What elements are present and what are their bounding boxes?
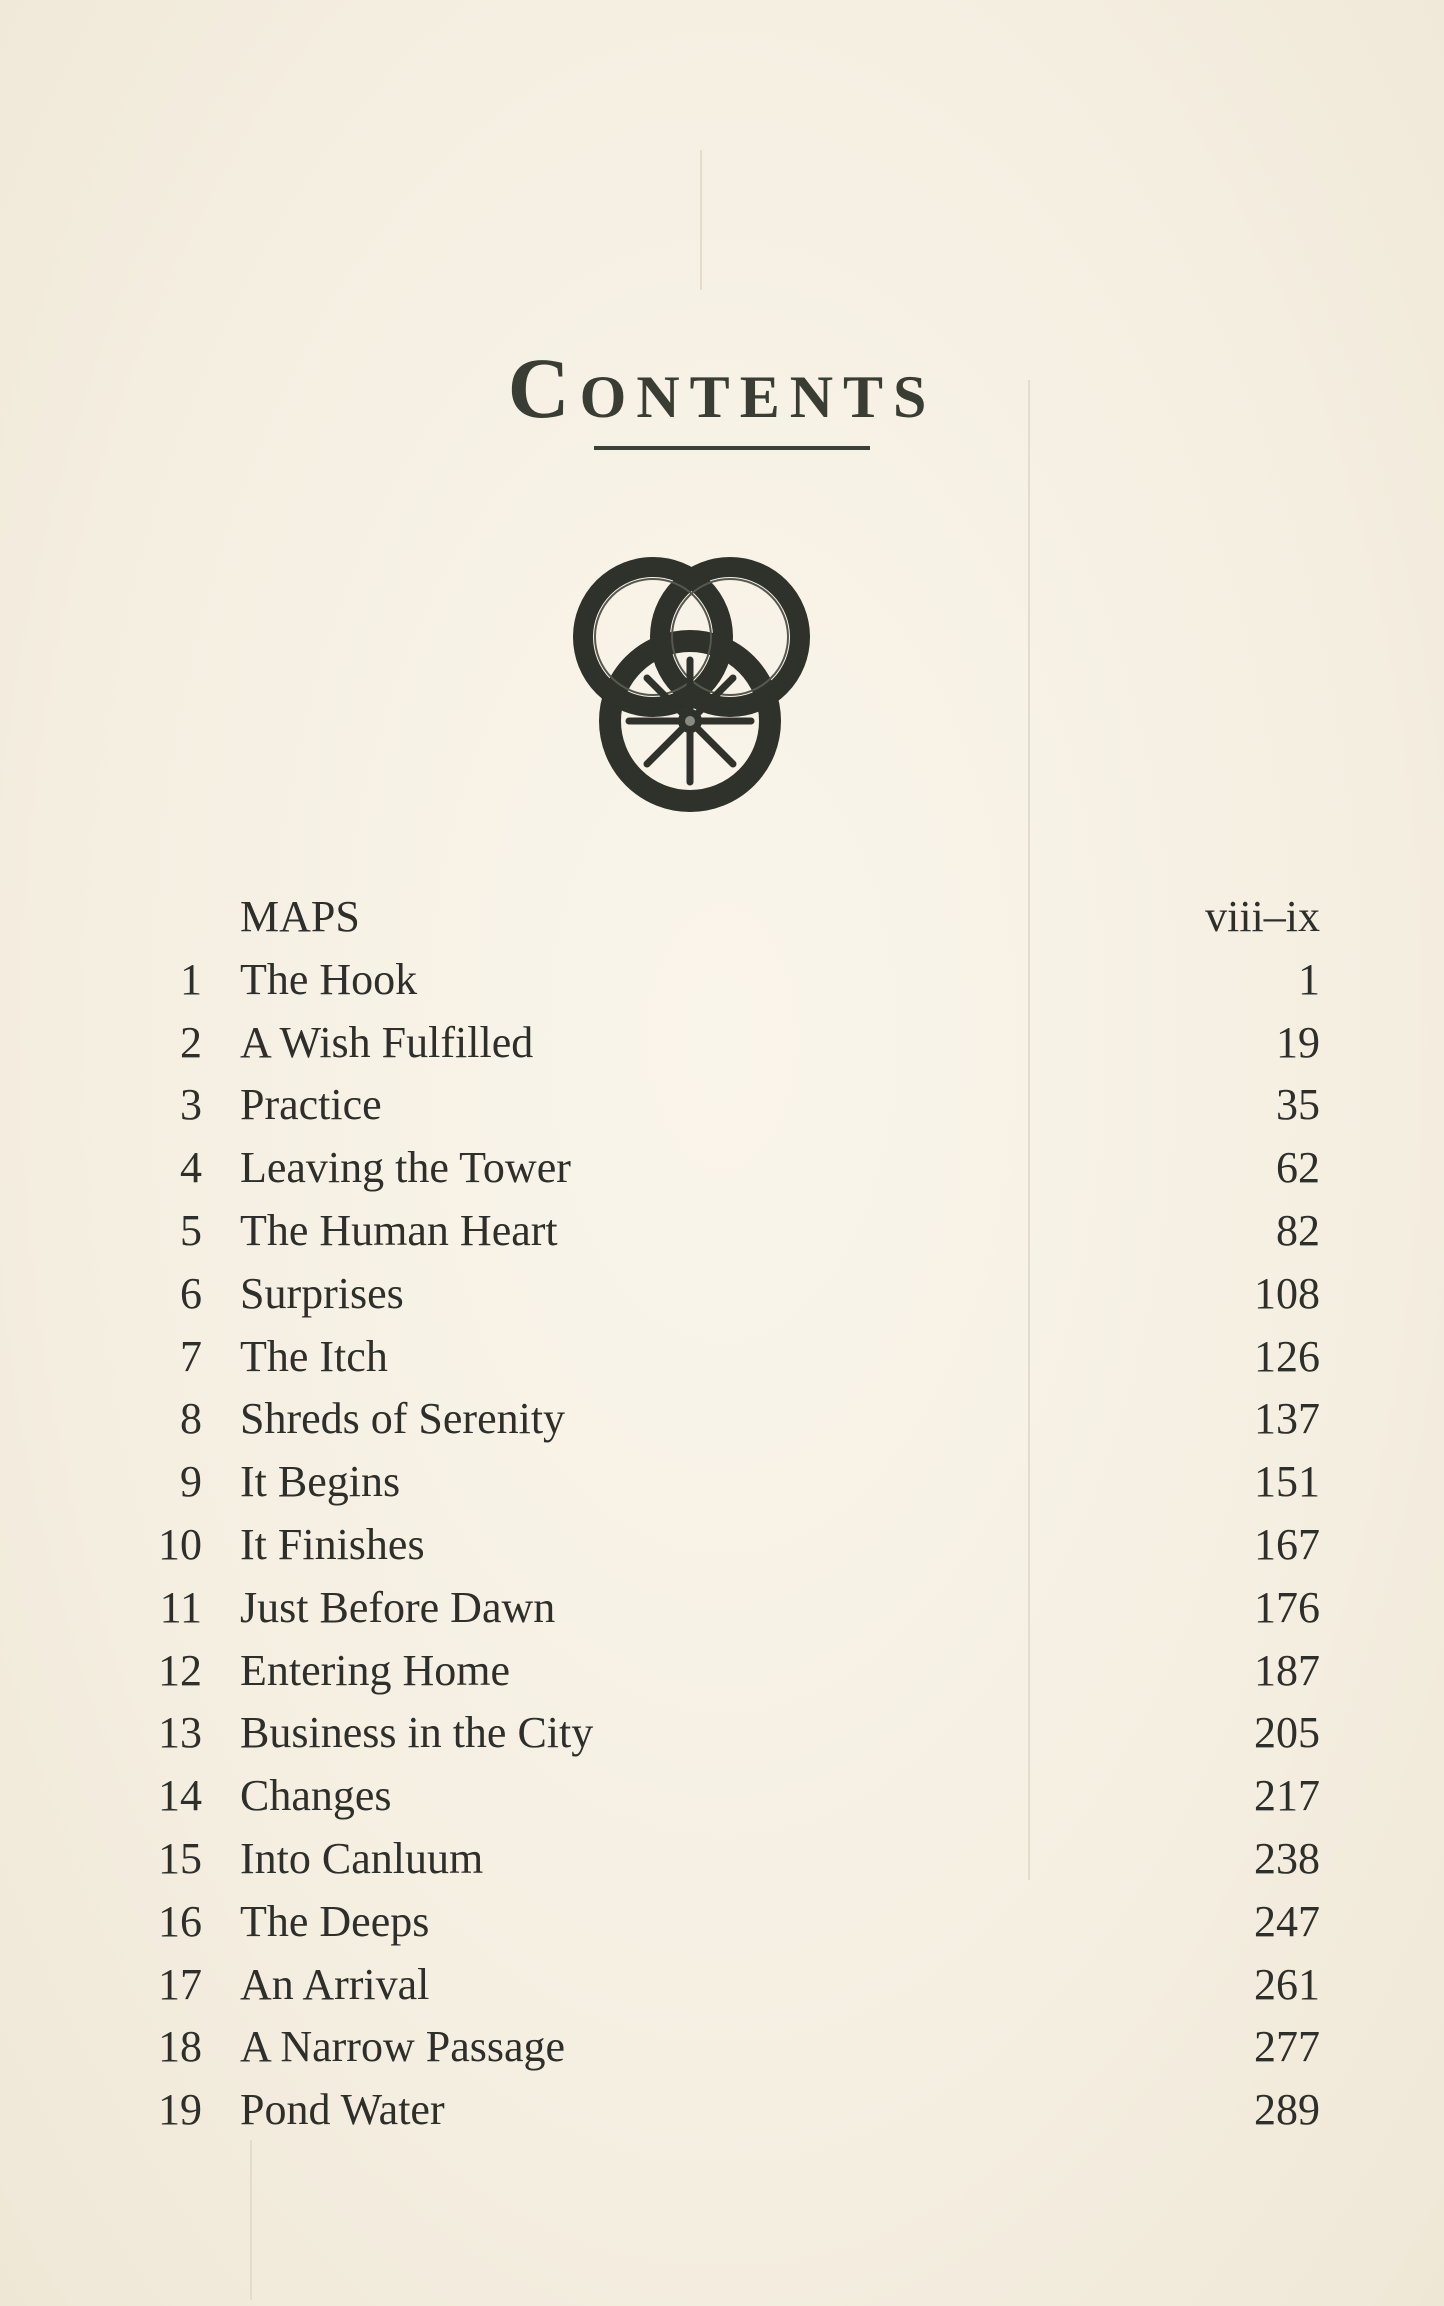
paper-crease [700, 150, 702, 290]
toc-entry-row[interactable] [140, 1012, 1320, 1075]
chapter-page-number: 187 [1254, 1645, 1320, 1695]
chapter-number: 8 [180, 1394, 202, 1444]
chapter-page-number: 62 [1276, 1143, 1320, 1193]
chapter-number: 15 [158, 1833, 202, 1883]
chapter-title: The Deeps [240, 1896, 430, 1946]
chapter-number: 2 [180, 1017, 202, 1067]
chapter-page-number: 176 [1254, 1582, 1320, 1632]
chapter-title: Shreds of Serenity [240, 1394, 566, 1444]
paper-crease [250, 2140, 252, 2300]
maps-page-range: viii–ix [1205, 892, 1320, 941]
chapter-title: Surprises [240, 1268, 404, 1318]
toc-maps-row[interactable] [140, 886, 1320, 949]
chapter-page-number: 1 [1298, 954, 1320, 1004]
chapter-page-number: 126 [1254, 1331, 1320, 1381]
chapter-title: Just Before Dawn [240, 1582, 556, 1632]
chapter-title: Changes [240, 1771, 392, 1821]
chapter-number: 10 [158, 1519, 202, 1569]
chapter-page-number: 137 [1254, 1394, 1320, 1444]
toc-entry-row[interactable] [140, 1828, 1320, 1891]
chapter-title: A Narrow Passage [240, 2022, 566, 2072]
chapter-page-number: 19 [1276, 1017, 1320, 1067]
chapter-title: Pond Water [240, 2085, 445, 2135]
chapter-title: It Finishes [240, 1519, 425, 1569]
chapter-number: 5 [180, 1205, 202, 1255]
chapter-page-number: 247 [1254, 1896, 1320, 1946]
chapter-number: 9 [180, 1457, 202, 1507]
chapter-number: 3 [180, 1080, 202, 1130]
toc-entry-row[interactable] [140, 1891, 1320, 1954]
chapter-number: 16 [158, 1896, 202, 1946]
toc-entry-row[interactable] [140, 1640, 1320, 1703]
chapter-page-number: 289 [1254, 2085, 1320, 2135]
toc-entry-row[interactable] [140, 1200, 1320, 1263]
toc-entry-row[interactable] [140, 1326, 1320, 1389]
chapter-number: 1 [180, 954, 202, 1004]
chapter-title: Practice [240, 1080, 382, 1130]
chapter-number: 12 [158, 1645, 202, 1695]
chapter-title: The Itch [240, 1331, 388, 1381]
chapter-title: Entering Home [240, 1645, 511, 1695]
toc-entry-row[interactable] [140, 1137, 1320, 1200]
chapter-title: Business in the City [240, 1708, 594, 1758]
chapter-page-number: 108 [1254, 1268, 1320, 1318]
chapter-title: The Human Heart [240, 1205, 558, 1255]
toc-entry-row[interactable] [140, 2016, 1320, 2079]
chapter-title: An Arrival [240, 1959, 430, 2009]
chapter-number: 14 [158, 1771, 202, 1821]
chapter-title: Leaving the Tower [240, 1143, 571, 1193]
chapter-page-number: 238 [1254, 1833, 1320, 1883]
chapter-page-number: 261 [1254, 1959, 1320, 2009]
three-rings-wheel-icon [560, 520, 900, 840]
toc-entry-row[interactable] [140, 1263, 1320, 1326]
chapter-number: 4 [180, 1143, 202, 1193]
toc-entry-row[interactable] [140, 2079, 1320, 2142]
toc-entry-row[interactable] [140, 1577, 1320, 1640]
chapter-page-number: 167 [1254, 1519, 1320, 1569]
chapter-page-number: 277 [1254, 2022, 1320, 2072]
maps-label: MAPS [240, 892, 360, 941]
chapter-page-number: 205 [1254, 1708, 1320, 1758]
toc-entry-row[interactable] [140, 1702, 1320, 1765]
chapter-number: 19 [158, 2085, 202, 2135]
title-underline [594, 446, 870, 450]
table-of-contents [140, 886, 1320, 2142]
chapter-page-number: 35 [1276, 1080, 1320, 1130]
chapter-page-number: 82 [1276, 1205, 1320, 1255]
chapter-title: The Hook [240, 954, 418, 1004]
page-title: Contents [507, 340, 937, 436]
chapter-number: 6 [180, 1268, 202, 1318]
chapter-number: 17 [158, 1959, 202, 2009]
toc-entry-row[interactable] [140, 1514, 1320, 1577]
toc-entry-row[interactable] [140, 1765, 1320, 1828]
toc-entry-row[interactable] [140, 1451, 1320, 1514]
chapter-number: 13 [158, 1708, 202, 1758]
chapter-title: A Wish Fulfilled [240, 1017, 534, 1067]
chapter-number: 11 [159, 1582, 202, 1632]
chapter-title: Into Canluum [240, 1833, 484, 1883]
toc-entry-row[interactable] [140, 1074, 1320, 1137]
chapter-title: It Begins [240, 1457, 401, 1507]
chapter-page-number: 217 [1254, 1771, 1320, 1821]
toc-entry-row[interactable] [140, 1954, 1320, 2017]
toc-entry-row[interactable] [140, 949, 1320, 1012]
chapter-number: 18 [158, 2022, 202, 2072]
chapter-page-number: 151 [1254, 1457, 1320, 1507]
chapter-number: 7 [180, 1331, 202, 1381]
toc-entry-row[interactable] [140, 1388, 1320, 1451]
